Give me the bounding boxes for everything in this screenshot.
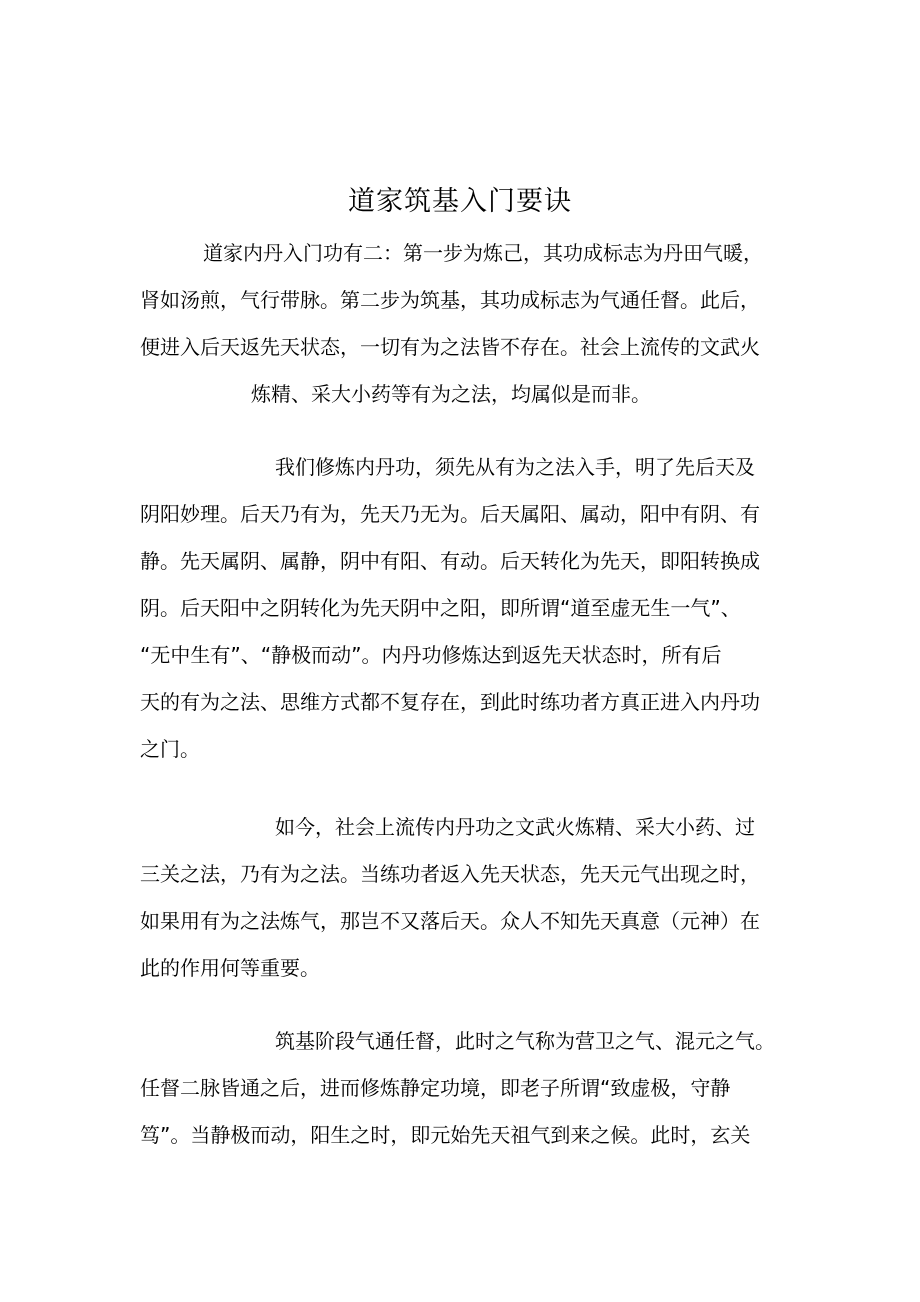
paragraph-line: 天的有为之法、思维方式都不复存在，到此时练功者方真正进入内丹功 — [140, 690, 760, 714]
paragraph-line: 之门。 — [140, 737, 200, 761]
paragraph-line: 静。先天属阴、属静，阴中有阳、有动。后天转化为先天，即阳转换成 — [140, 549, 760, 573]
paragraph-line: 任督二脉皆通之后，进而修炼静定功境，即老子所谓“致虚极，守静 — [140, 1076, 731, 1100]
paragraph-line: 便进入后天返先天状态，一切有为之法皆不存在。社会上流传的文武火 — [140, 335, 760, 359]
paragraph-line: 三关之法，乃有为之法。当练功者返入先天状态，先天元气出现之时， — [140, 862, 760, 886]
paragraph-line: 我们修炼内丹功，须先从有为之法入手，明了先后天及 — [275, 455, 755, 479]
paragraph-line: 炼精、采大小药等有为之法，均属似是而非。 — [251, 382, 651, 406]
paragraph-line: 笃”。当静极而动，阳生之时，即元始先天祖气到来之候。此时，玄关 — [140, 1123, 751, 1147]
paragraph-line: 肾如汤煎，气行带脉。第二步为筑基，其功成标志为气通任督。此后， — [140, 288, 760, 312]
paragraph-line: 阴阳妙理。后天乃有为，先天乃无为。后天属阳、属动，阳中有阴、有 — [140, 502, 760, 526]
paragraph-line: 此的作用何等重要。 — [140, 956, 320, 980]
paragraph-line: 道家内丹入门功有二：第一步为炼己，其功成标志为丹田气暖， — [203, 241, 763, 265]
page-title: 道家筑基入门要诀 — [348, 186, 572, 217]
paragraph-line: 阴。后天阳中之阴转化为先天阴中之阳，即所谓“道至虚无生一气”、 — [140, 596, 741, 620]
paragraph-line: “无中生有”、“静极而动”。内丹功修炼达到返先天状态时，所有后 — [140, 643, 722, 667]
paragraph-line: 筑基阶段气通任督，此时之气称为营卫之气、混元之气。 — [275, 1029, 775, 1053]
paragraph-line: 如今，社会上流传内丹功之文武火炼精、采大小药、过 — [275, 815, 755, 839]
paragraph-line: 如果用有为之法炼气，那岂不又落后天。众人不知先天真意（元神）在 — [140, 909, 760, 933]
